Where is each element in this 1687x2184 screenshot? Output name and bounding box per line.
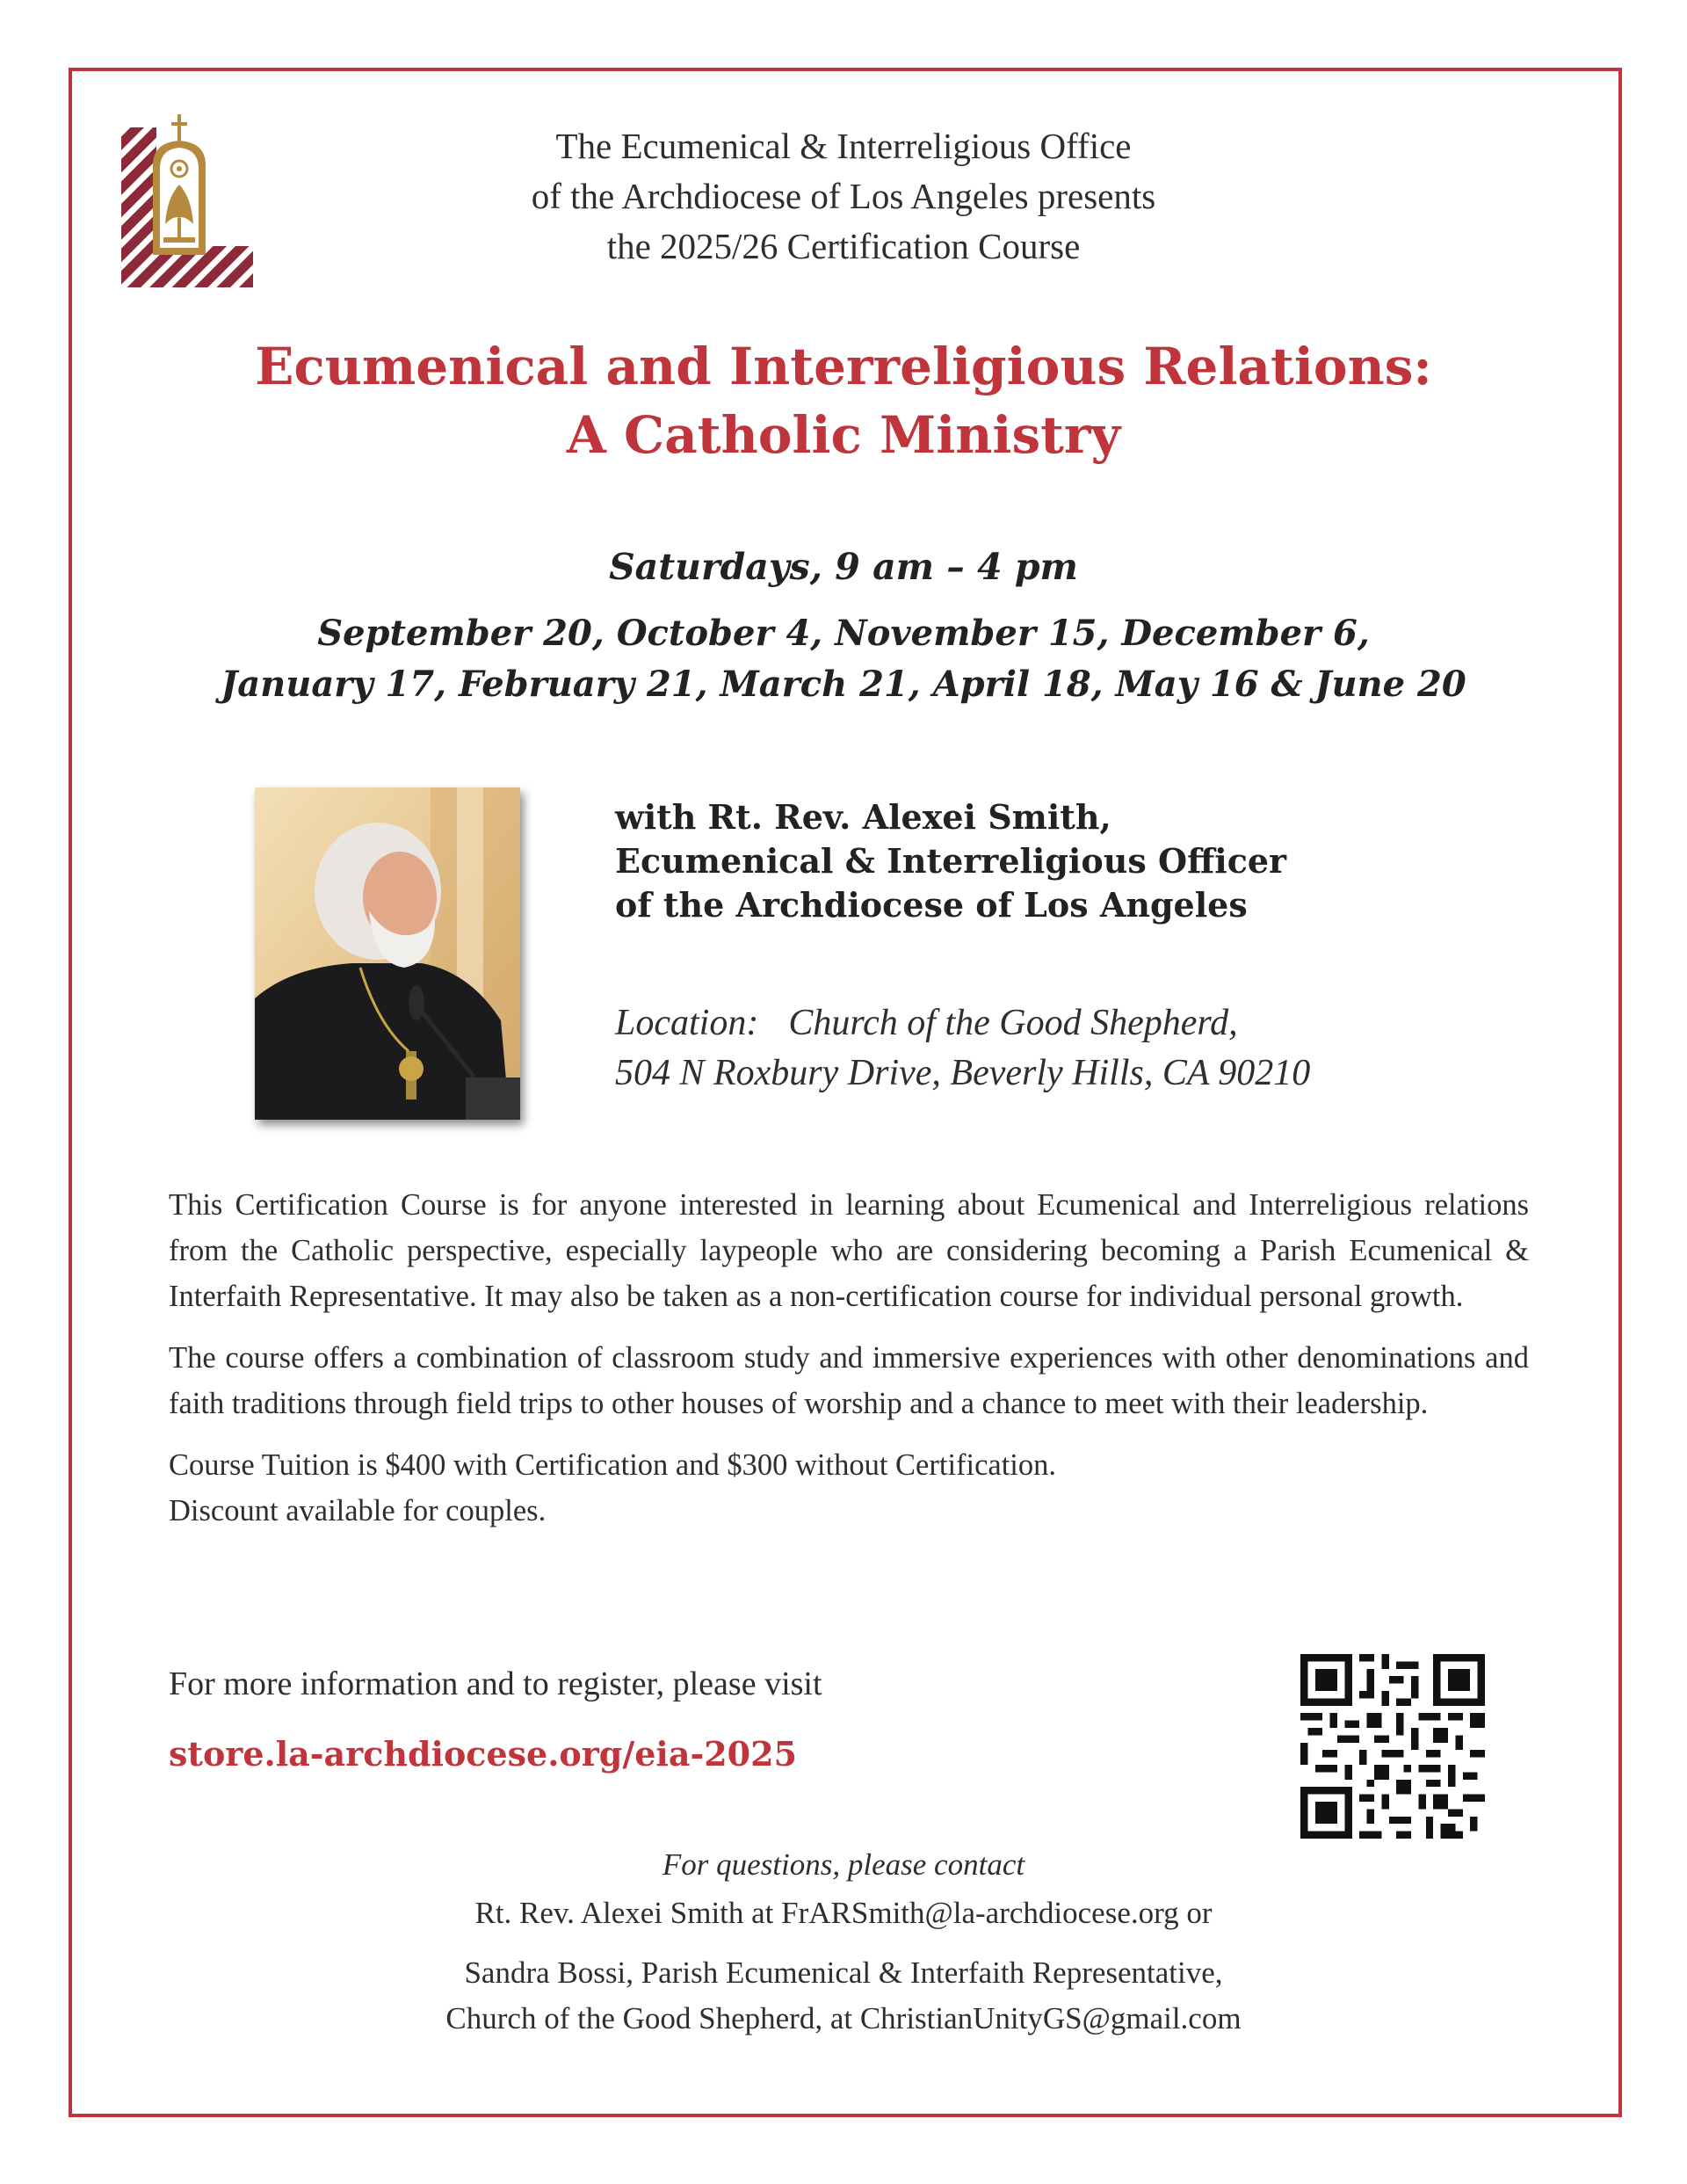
- location-address: 504 N Roxbury Drive, Beverly Hills, CA 90210: [615, 1053, 1311, 1093]
- location-venue: Church of the Good Shepherd,: [788, 1003, 1238, 1043]
- presenter-line: with Rt. Rev. Alexei Smith,: [615, 797, 1111, 837]
- title-line: Ecumenical and Interreligious Relations:: [255, 337, 1432, 396]
- description-paragraph: The course offers a combination of classroom study and immersive experiences with other denominations and faith traditions through field trips to other houses of worship and a chance to meet with their leadership.: [169, 1341, 1529, 1420]
- presenter-line: of the Archdiocese of Los Angeles: [615, 885, 1248, 925]
- archdiocese-logo: [121, 114, 253, 287]
- presenter-info: [615, 795, 1494, 927]
- contact-heading: For questions, please contact: [662, 1847, 1025, 1882]
- discount-line: Discount available for couples.: [169, 1494, 547, 1527]
- presents-line: the 2025/26 Certification Course: [606, 226, 1081, 266]
- presenting-office: [378, 121, 1309, 272]
- register-link[interactable]: store.la-archdiocese.org/eia-2025: [169, 1734, 798, 1774]
- contact-section: [176, 1842, 1511, 2042]
- schedule: [123, 541, 1564, 710]
- course-description: [169, 1182, 1529, 1534]
- contact-line: Sandra Bossi, Parish Ecumenical & Interfaith Representative,: [464, 1955, 1223, 1990]
- presents-line: of the Archdiocese of Los Angeles presents: [531, 176, 1156, 216]
- schedule-time: Saturdays, 9 am – 4 pm: [609, 546, 1078, 588]
- contact-line: Rt. Rev. Alexei Smith at FrARSmith@la-archdiocese.org or: [474, 1896, 1213, 1930]
- contact-line: Church of the Good Shepherd, at ChristianUnityGS@gmail.com: [445, 2001, 1242, 2035]
- dates-line: January 17, February 21, March 21, April 18, May 16 & June 20: [221, 664, 1466, 705]
- qr-code[interactable]: [1300, 1654, 1485, 1839]
- presenter-line: Ecumenical & Interreligious Officer: [615, 841, 1287, 881]
- schedule-dates: [123, 608, 1564, 710]
- description-paragraph: This Certification Course is for anyone interested in learning about Ecumenical and Interreligious relations from the Catholic perspective, especially laypeople who are considering becoming a Parish Ecumenical & Interfaith Representative. It may also be taken as a non-certification course for individual personal growth.: [169, 1188, 1529, 1313]
- location: [615, 998, 1538, 1099]
- title-line: A Catholic Ministry: [566, 405, 1121, 465]
- course-title: [123, 332, 1564, 469]
- register-prompt: For more information and to register, please visit: [169, 1665, 822, 1702]
- presenter-photo: [255, 787, 520, 1120]
- location-label: Location:: [615, 1003, 759, 1043]
- dates-line: September 20, October 4, November 15, December 6,: [317, 613, 1370, 654]
- location-line: [615, 998, 1538, 1048]
- tuition-line: Course Tuition is $400 with Certification and $300 without Certification.: [169, 1448, 1057, 1482]
- presents-line: The Ecumenical & Interreligious Office: [555, 126, 1132, 166]
